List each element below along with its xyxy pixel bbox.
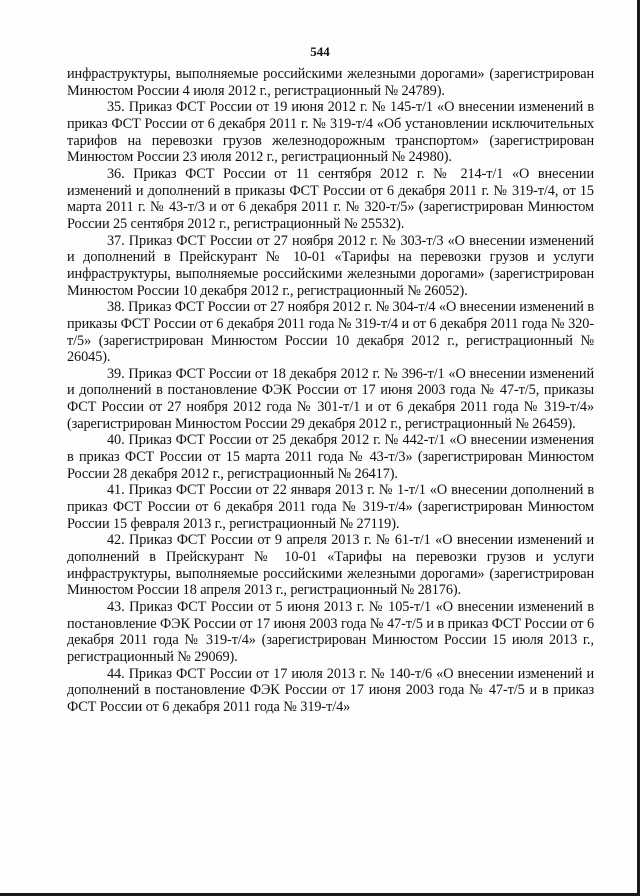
- paragraph-item-38: 38. Приказ ФСТ России от 27 ноября 2012 г. № 304-т/4 «О внесении изменений в приказы ФСТ России от 6 декабря 2011 года № 319-т/4 и от 6 декабря 2011 года № 320-т/5» (зарегистрирован Минюстом России 10 декабря 2012 г., регистрационный № 26045).: [67, 299, 594, 366]
- paragraph-item-39: 39. Приказ ФСТ России от 18 декабря 2012 г. № 396-т/1 «О внесении изменений и дополнений в постановление ФЭК России от 17 июня 2003 года № 47-т/5, приказы ФСТ России от 27 ноября 2012 года № 301-т/1 и от 6 декабря 2011 года № 319-т/4» (зарегистрирован Минюстом России 29 декабря 2012 г., регистрационный № 26459).: [67, 365, 594, 432]
- paragraph-item-44: 44. Приказ ФСТ России от 17 июля 2013 г. № 140-т/6 «О внесении изменений и дополнений в постановление ФЭК России от 17 июня 2003 года № 47-т/5 и в приказ ФСТ России от 6 декабря 2011 года № 319-т/4»: [67, 665, 594, 715]
- page-number: 544: [310, 44, 330, 59]
- paragraph-item-35: 35. Приказ ФСТ России от 19 июня 2012 г. № 145-т/1 «О внесении изменений в приказ ФСТ России от 6 декабря 2011 г. № 319-т/4 «Об установлении исключительных тарифов на перевозки грузов железнодорожным транспортом» (зарегистрирован Минюстом России 23 июля 2012 г., регистрационный № 24980).: [67, 99, 594, 166]
- paragraph-item-37: 37. Приказ ФСТ России от 27 ноября 2012 г. № 303-т/3 «О внесении изменений и дополнений в Прейскурант № 10-01 «Тарифы на перевозки грузов и услуги инфраструктуры, выполняемые российскими железными дорогами» (зарегистрирован Минюстом России 10 декабря 2012 г., регистрационный № 26052).: [67, 232, 594, 299]
- paragraph-item-43: 43. Приказ ФСТ России от 5 июня 2013 г. № 105-т/1 «О внесении изменений в постановление ФЭК России от 17 июня 2003 года № 47-т/5 и в приказ ФСТ России от 6 декабря 2011 года № 319-т/4» (зарегистрирован Минюстом России 15 июля 2013 г., регистрационный № 29069).: [67, 599, 594, 665]
- document-body: [67, 66, 594, 716]
- paragraph-item-42: 42. Приказ ФСТ России от 9 апреля 2013 г. № 61-т/1 «О внесении изменений и дополнений в Прейскурант № 10-01 «Тарифы на перевозки грузов и услуги инфраструктуры, выполняемые российскими железными дорогами» (зарегистрирован Минюстом России 18 апреля 2013 г., регистрационный № 28176).: [67, 532, 594, 599]
- paragraph-item-36: 36. Приказ ФСТ России от 11 сентября 2012 г. № 214-т/1 «О внесении изменений и дополнений в приказы ФСТ России от 6 декабря 2011 г. № 319-т/4, от 15 марта 2011 г. № 43-т/3 и от 6 декабря 2011 г. № 320-т/5» (зарегистрирован Минюстом России 25 сентября 2012 г., регистрационный № 25532).: [67, 165, 594, 232]
- paragraph-item-40: 40. Приказ ФСТ России от 25 декабря 2012 г. № 442-т/1 «О внесении изменения в приказ ФСТ России от 15 марта 2011 года № 43-т/3» (зарегистрирован Минюстом России 28 декабря 2012 г., регистрационный № 26417).: [67, 432, 594, 482]
- paragraph-continuation: инфраструктуры, выполняемые российскими железными дорогами» (зарегистрирован Минюстом России 4 июля 2012 г., регистрационный № 24789).: [67, 66, 594, 99]
- paragraph-item-41: 41. Приказ ФСТ России от 22 января 2013 г. № 1-т/1 «О внесении дополнений в приказ ФСТ России от 6 декабря 2011 года № 319-т/4» (зарегистрирован Минюстом России 15 февраля 2013 г., регистрационный № 27119).: [67, 482, 594, 532]
